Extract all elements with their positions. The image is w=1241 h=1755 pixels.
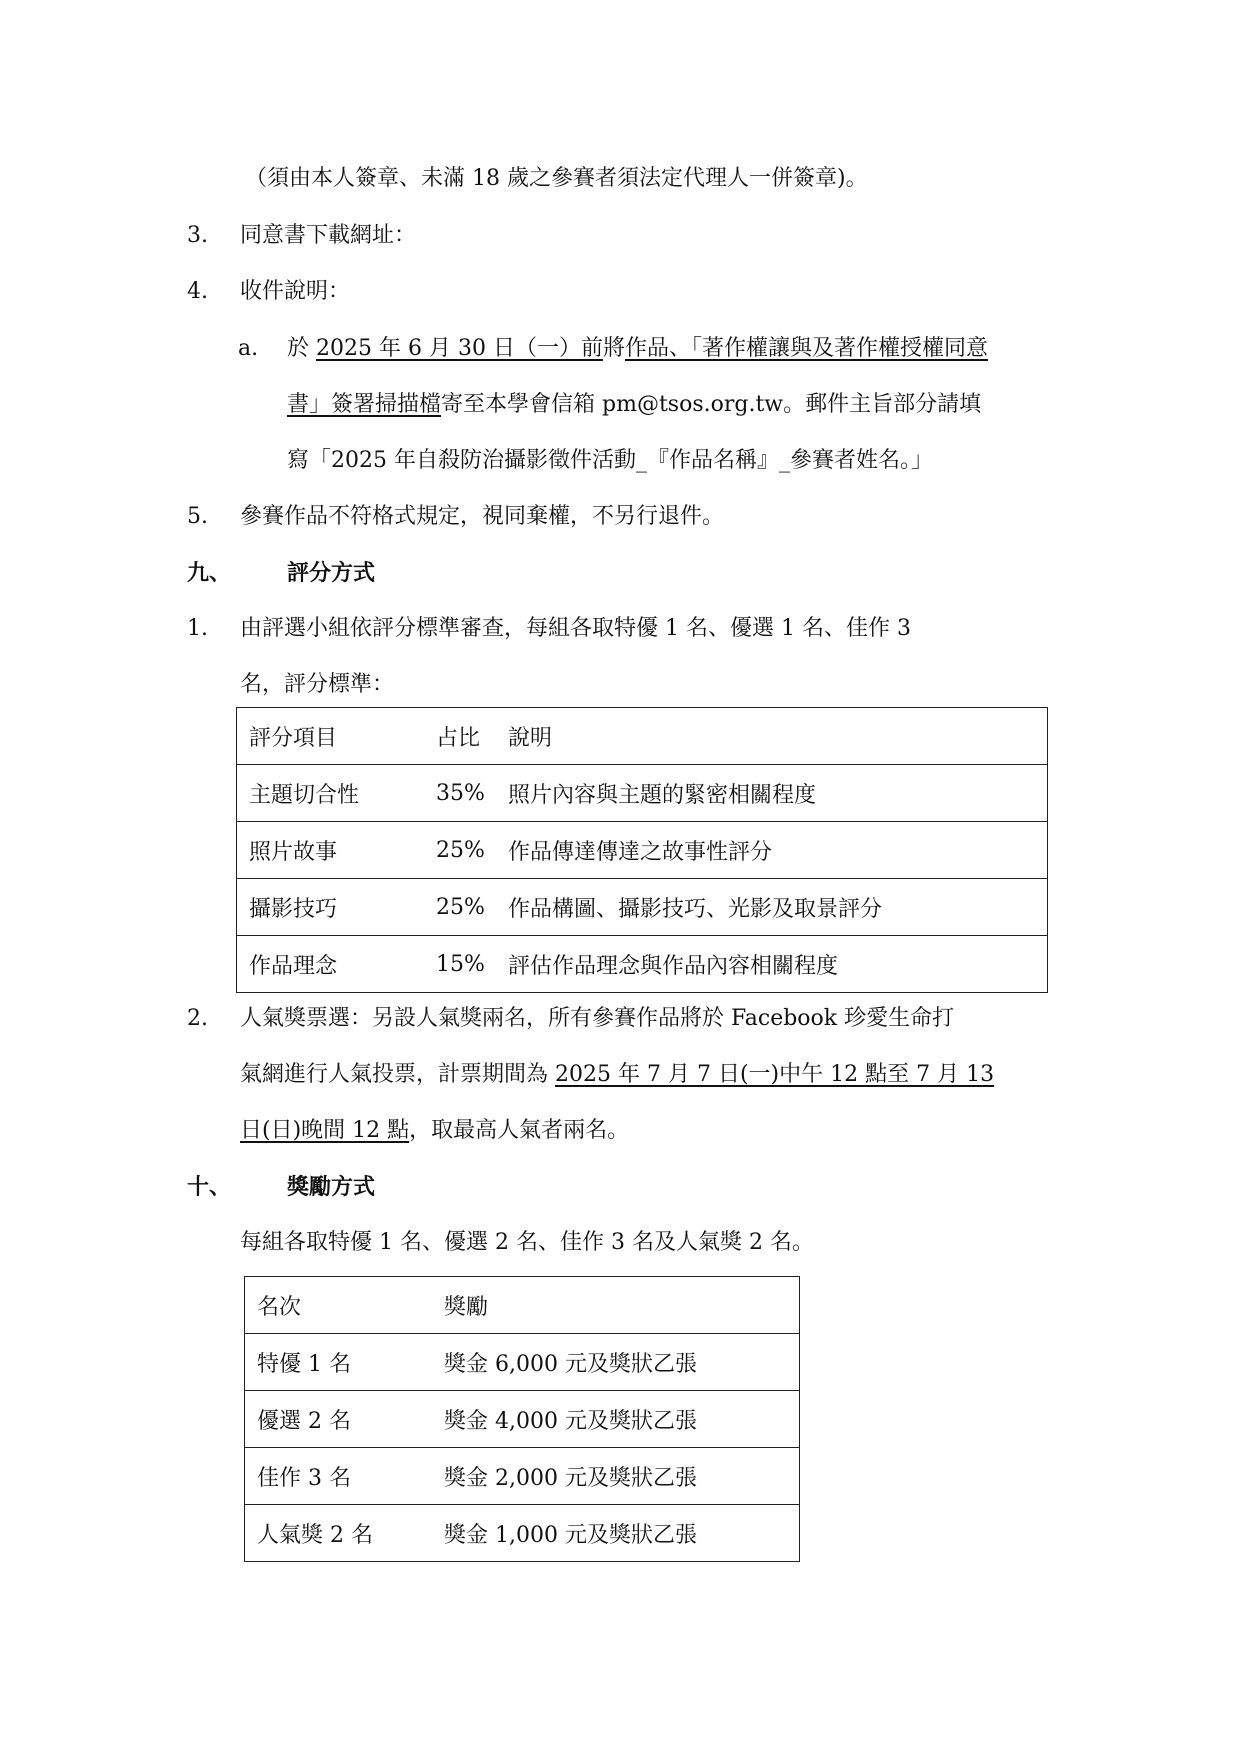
- section10-title: 獎勵方式: [287, 1174, 376, 1200]
- table-row: [245, 1505, 800, 1562]
- item4a-marker: a.: [238, 336, 259, 361]
- s9-item1-line1: 由評選小組依評分標準審查，每組各取特優 1 名、優選 1 名、佳作 3: [240, 616, 911, 641]
- item5-text: 參賽作品不符格式規定，視同棄權，不另行退件。: [240, 504, 725, 529]
- award-table: [244, 1276, 800, 1562]
- item4a-line1-mid: 將: [602, 336, 625, 361]
- item4-number: 4.: [187, 279, 208, 304]
- criteria-desc: 照片內容與主題的緊密相關程度: [496, 765, 1048, 822]
- award-prize: 獎金 2,000 元及獎狀乙張: [432, 1448, 800, 1505]
- voting-period-cont: 日(日)晚間 12 點: [240, 1118, 410, 1143]
- item4a-line1-pre: 於: [287, 336, 316, 361]
- award-rank: 特優 1 名: [245, 1334, 433, 1391]
- table-row: [237, 822, 1048, 879]
- criteria-header-ratio: 占比: [424, 708, 496, 765]
- criteria-item: 照片故事: [237, 822, 425, 879]
- s9-item2-line3-post: ，取最高人氣者兩名。: [409, 1118, 630, 1143]
- item4-text: 收件說明：: [240, 279, 351, 304]
- criteria-ratio: 15%: [424, 936, 496, 993]
- table-row: [245, 1448, 800, 1505]
- award-prize: 獎金 1,000 元及獎狀乙張: [432, 1505, 800, 1562]
- s9-item2-line1: 人氣獎票選：另設人氣獎兩名，所有參賽作品將於 Facebook 珍愛生命打: [240, 1006, 955, 1031]
- s9-item2-line3: [240, 1116, 629, 1146]
- award-header-row: [245, 1277, 800, 1334]
- item4a-line1: [287, 334, 988, 364]
- criteria-desc: 評估作品理念與作品內容相關程度: [496, 936, 1048, 993]
- section10-number: 十、: [187, 1174, 232, 1200]
- criteria-desc: 作品構圖、攝影技巧、光影及取景評分: [496, 879, 1048, 936]
- item4a-line3: 寫「2025 年自殺防治攝影徵件活動_『作品名稱』_參賽者姓名。」: [287, 448, 933, 473]
- criteria-header-item: 評分項目: [237, 708, 425, 765]
- table-row: [245, 1334, 800, 1391]
- criteria-header-row: [237, 708, 1048, 765]
- consent-note: （須由本人簽章、未滿 18 歲之參賽者須法定代理人一併簽章)。: [245, 166, 868, 191]
- section9-number: 九、: [187, 560, 232, 586]
- table-row: [237, 879, 1048, 936]
- s9-item2-line2-pre: 氣網進行人氣投票，計票期間為: [240, 1062, 555, 1087]
- submission-deadline: 2025 年 6 月 30 日（一）前: [316, 336, 603, 361]
- award-rank: 佳作 3 名: [245, 1448, 433, 1505]
- s10-text: 每組各取特優 1 名、優選 2 名、佳作 3 名及人氣獎 2 名。: [240, 1230, 814, 1255]
- item5-number: 5.: [187, 504, 208, 529]
- item4a-line2-post: 寄至本學會信箱 pm@tsos.org.tw。郵件主旨部分請填: [441, 392, 982, 417]
- item3-number: 3.: [187, 223, 208, 248]
- criteria-ratio: 35%: [424, 765, 496, 822]
- award-prize: 獎金 4,000 元及獎狀乙張: [432, 1391, 800, 1448]
- award-header-rank: 名次: [245, 1277, 433, 1334]
- table-row: [245, 1391, 800, 1448]
- section9-title: 評分方式: [287, 560, 376, 586]
- criteria-item: 作品理念: [237, 936, 425, 993]
- s9-item2-line2: [240, 1060, 994, 1090]
- item3-text: 同意書下載網址：: [240, 223, 417, 248]
- criteria-ratio: 25%: [424, 822, 496, 879]
- voting-period: 2025 年 7 月 7 日(一)中午 12 點至 7 月 13: [555, 1062, 995, 1087]
- item4a-line2: [287, 390, 981, 420]
- criteria-item: 攝影技巧: [237, 879, 425, 936]
- award-rank: 人氣獎 2 名: [245, 1505, 433, 1562]
- criteria-item: 主題切合性: [237, 765, 425, 822]
- award-rank: 優選 2 名: [245, 1391, 433, 1448]
- criteria-header-desc: 說明: [496, 708, 1048, 765]
- table-row: [237, 765, 1048, 822]
- consent-doc-title-cont: 書」簽署掃描檔: [287, 392, 442, 417]
- consent-doc-title: 作品、「著作權讓與及著作權授權同意: [624, 336, 988, 361]
- s9-item1-number: 1.: [187, 616, 208, 641]
- criteria-ratio: 25%: [424, 879, 496, 936]
- s9-item2-number: 2.: [187, 1006, 208, 1031]
- criteria-table: [236, 707, 1048, 993]
- award-prize: 獎金 6,000 元及獎狀乙張: [432, 1334, 800, 1391]
- criteria-desc: 作品傳達傳達之故事性評分: [496, 822, 1048, 879]
- s9-item1-line2: 名，評分標準：: [240, 672, 395, 697]
- award-header-prize: 獎勵: [432, 1277, 800, 1334]
- table-row: [237, 936, 1048, 993]
